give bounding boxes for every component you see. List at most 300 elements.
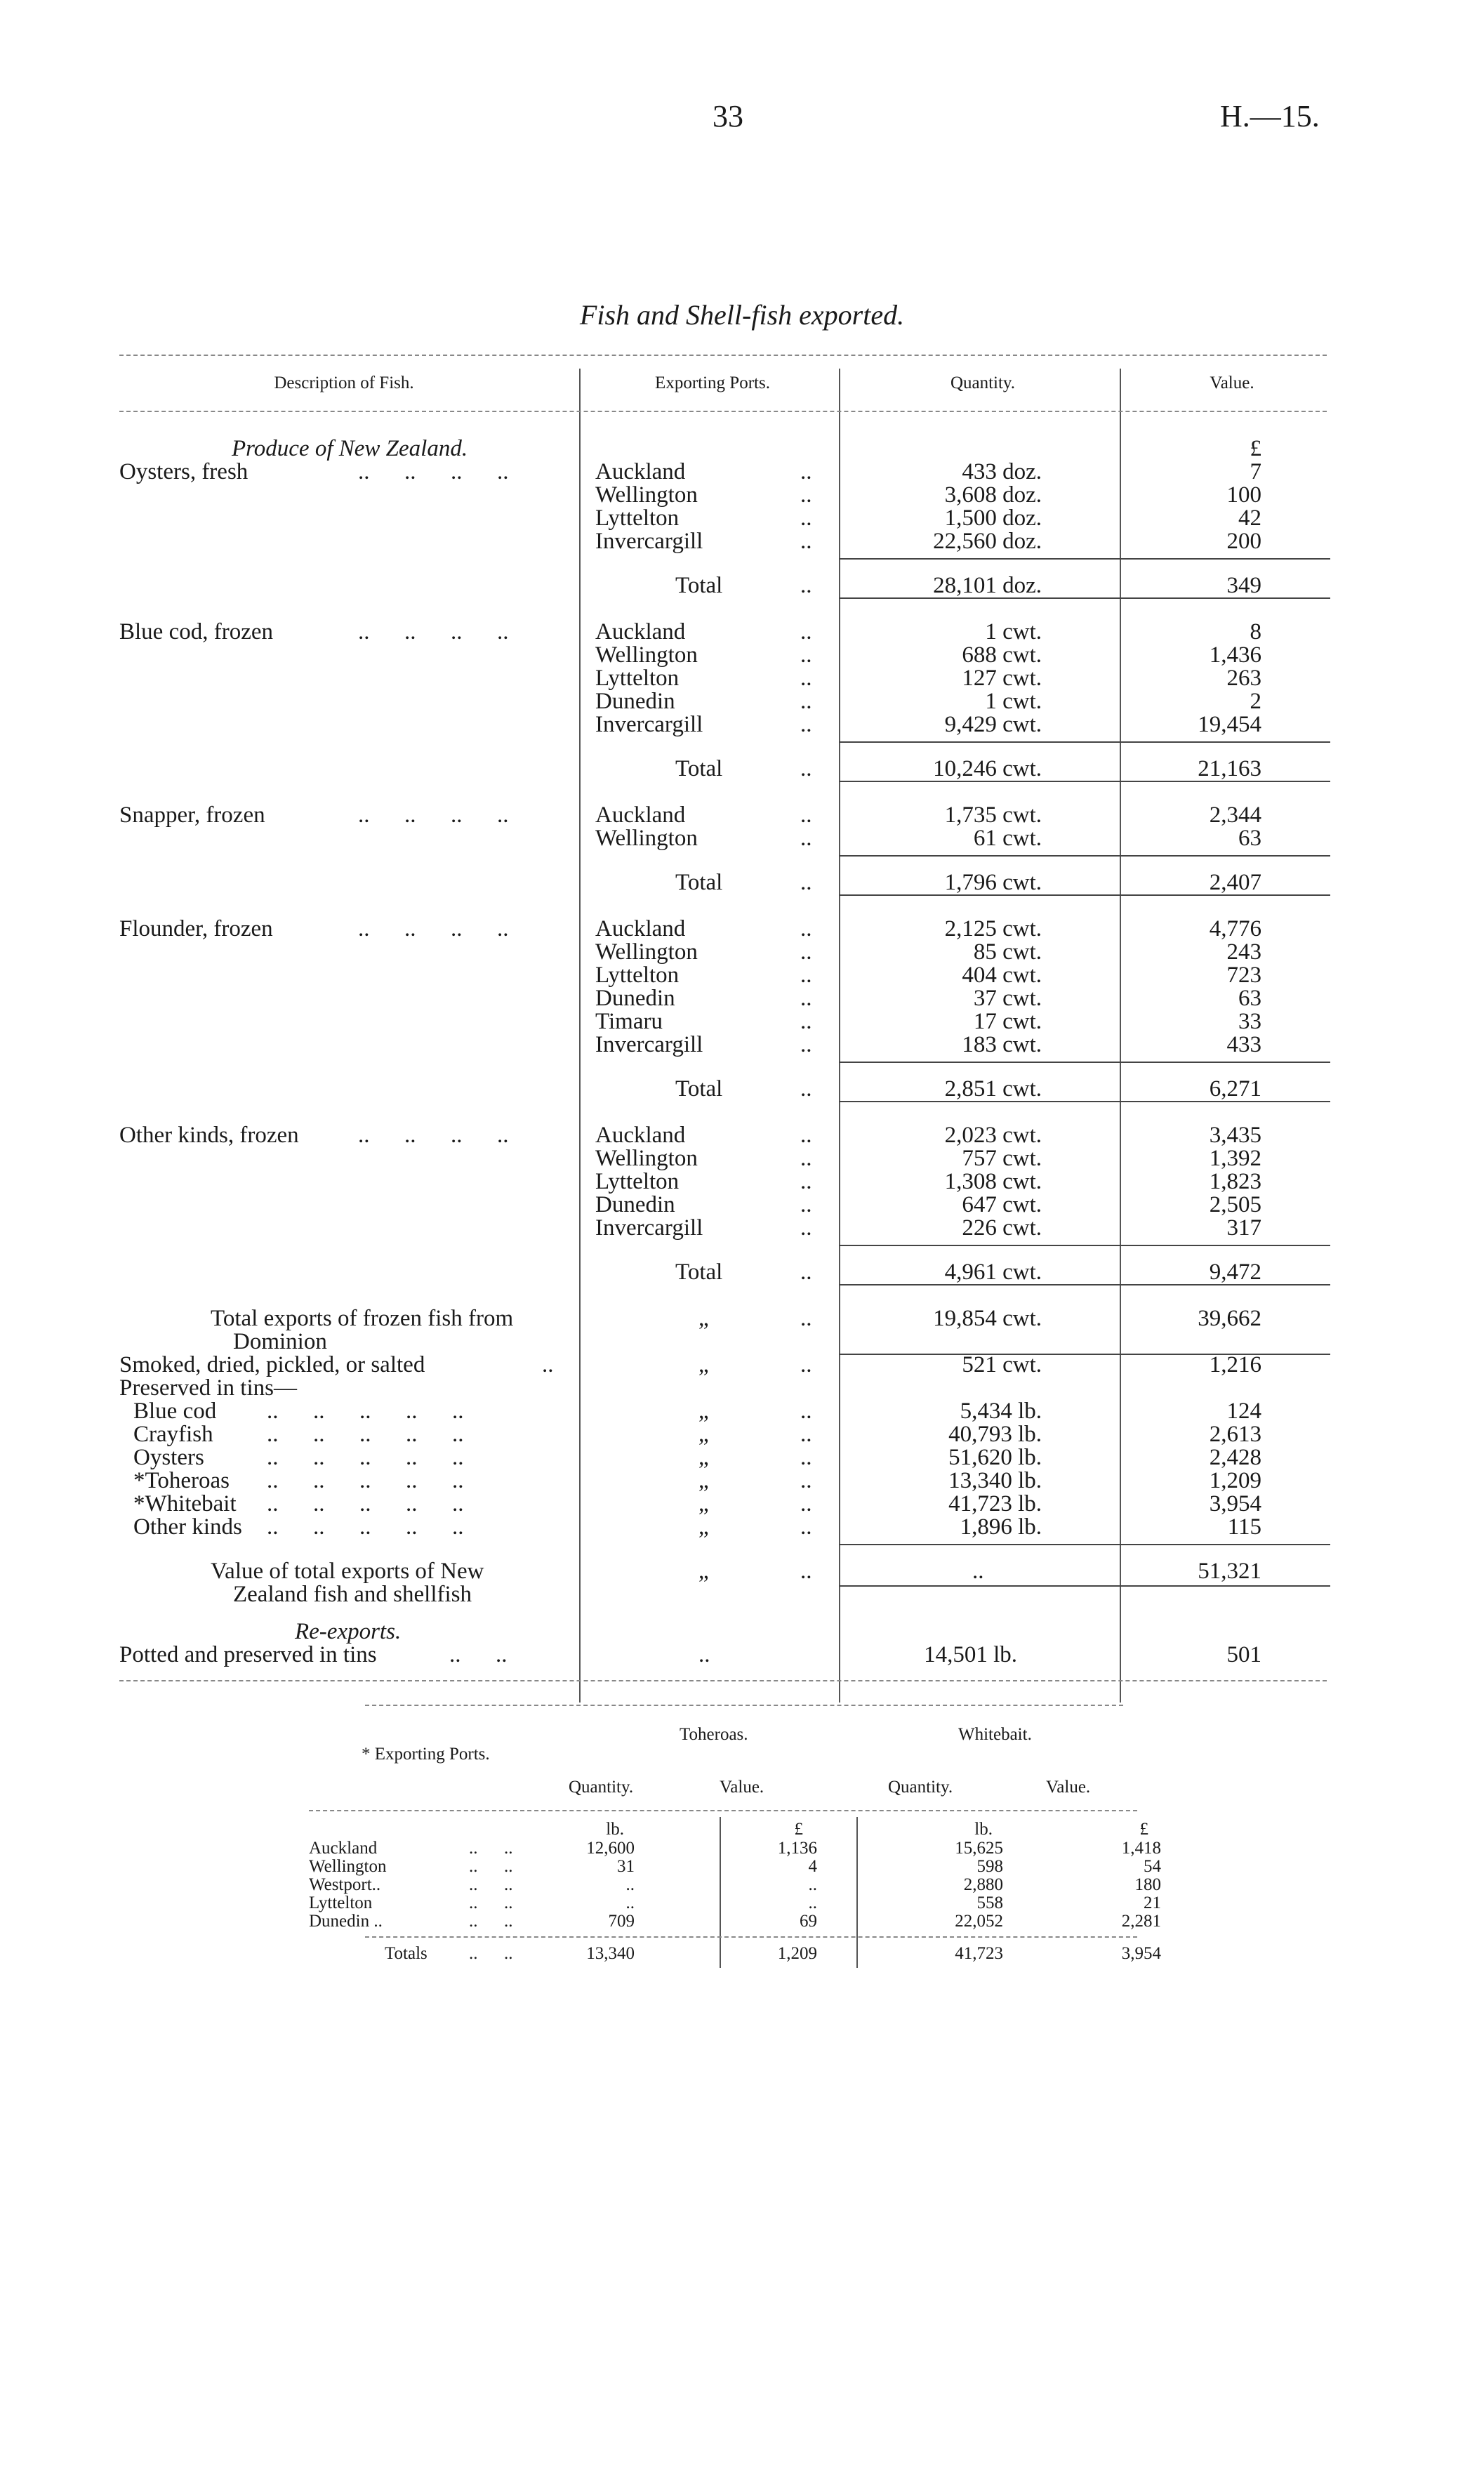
leader-dots: .. .. [469, 1944, 513, 1963]
subtotal-rule [839, 855, 1330, 857]
leader-dots: .. .. .. .. .. [267, 1422, 464, 1447]
value-cell: 2,344 [1209, 802, 1261, 828]
port-name: Wellington [595, 826, 698, 851]
reexports-value: 501 [1226, 1642, 1261, 1667]
footnote-total-cell: 41,723 [955, 1944, 1003, 1963]
footnote-port: Dunedin .. [309, 1912, 383, 1931]
leader-dots: .. [800, 712, 812, 737]
table-row [0, 940, 1484, 964]
fish-name: Other kinds, frozen [119, 1123, 299, 1148]
grand-total-quantity: .. [972, 1559, 984, 1584]
total-quantity: 1,796 cwt. [944, 870, 1042, 895]
leader-dots: .. [800, 1123, 812, 1148]
port-name: Auckland [595, 916, 686, 941]
value-cell: 7 [1250, 459, 1261, 484]
preserved-row [0, 1399, 1484, 1423]
quantity-cell: 1,735 cwt. [944, 802, 1042, 828]
ditto-mark: „ [698, 1514, 709, 1540]
leader-dots: .. [800, 1260, 812, 1285]
table-row [0, 1033, 1484, 1057]
value-cell: 317 [1226, 1215, 1261, 1241]
table-row [0, 689, 1484, 713]
leader-dots: .. [800, 1514, 812, 1540]
toheroas-quantity-heading: Quantity. [569, 1778, 634, 1797]
value-cell: 723 [1226, 963, 1261, 988]
total-row [0, 1260, 1484, 1284]
table-row [0, 1123, 1484, 1147]
total-value: 6,271 [1209, 1076, 1261, 1102]
port-name: Dunedin [595, 689, 675, 714]
port-name: Auckland [595, 619, 686, 644]
column-header-ports: Exporting Ports. [655, 373, 770, 392]
table-row [0, 803, 1484, 827]
footnote-cell: .. [808, 1893, 817, 1912]
lb-unit: lb. [974, 1820, 993, 1839]
table-row [0, 1216, 1484, 1240]
preserved-quantity: 40,793 lb. [948, 1422, 1042, 1447]
total-bottom-rule [839, 1284, 1330, 1285]
leader-dots: .. [800, 1032, 812, 1057]
table-row [0, 483, 1484, 507]
table-row [0, 666, 1484, 690]
preserved-quantity: 41,723 lb. [948, 1491, 1042, 1516]
footnote-top-rule [365, 1705, 1123, 1706]
leader-dots: .. .. [449, 1642, 508, 1667]
leader-dots: .. [800, 756, 812, 781]
leader-dots: .. [800, 1076, 812, 1102]
preserved-row [0, 1515, 1484, 1539]
table-row [0, 917, 1484, 941]
subtotal-rule [839, 558, 1330, 560]
footnote-cell: 1,136 [777, 1839, 817, 1858]
value-cell: 2 [1250, 689, 1261, 714]
value-cell: 63 [1238, 826, 1261, 851]
page-number: 33 [713, 99, 743, 133]
quantity-cell: 2,023 cwt. [944, 1123, 1042, 1148]
ditto-mark: „ [698, 1399, 709, 1424]
leader-dots: .. [800, 1445, 812, 1470]
quantity-cell: 757 cwt. [962, 1146, 1042, 1171]
leader-dots: .. .. [469, 1912, 513, 1931]
preserved-value: 3,954 [1209, 1491, 1261, 1516]
footnote-cell: 15,625 [955, 1839, 1003, 1858]
footnote-cell: 54 [1144, 1857, 1161, 1876]
ditto-mark: „ [698, 1306, 709, 1331]
leader-dots: .. [800, 689, 812, 714]
port-name: Auckland [595, 802, 686, 828]
leader-dots: .. .. [469, 1893, 513, 1912]
leader-dots: .. [800, 505, 812, 531]
preserved-heading-row [0, 1376, 1484, 1400]
ditto-mark: „ [698, 1468, 709, 1493]
quantity-cell: 9,429 cwt. [944, 712, 1042, 737]
preserved-quantity: 1,896 lb. [960, 1514, 1042, 1540]
port-name: Wellington [595, 482, 698, 508]
total-row [0, 574, 1484, 597]
footnote-cell: .. [625, 1875, 635, 1894]
footnote-cell: 598 [976, 1857, 1003, 1876]
value-cell: 19,454 [1198, 712, 1261, 737]
preserved-item-name: *Whitebait [133, 1491, 237, 1516]
footnote-port: Westport.. [309, 1875, 381, 1894]
leader-dots: .. .. .. .. .. [267, 1445, 464, 1470]
whitebait-heading: Whitebait. [958, 1725, 1032, 1744]
value-cell: 200 [1226, 529, 1261, 554]
reexports-row [0, 1643, 1484, 1667]
quantity-cell: 17 cwt. [973, 1009, 1042, 1034]
leader-dots: .. [800, 619, 812, 644]
leader-dots: .. [800, 1352, 812, 1377]
table-row [0, 986, 1484, 1010]
preserved-value: 2,613 [1209, 1422, 1261, 1447]
fish-name: Blue cod, frozen [119, 619, 273, 644]
leader-dots: .. .. .. .. .. [267, 1468, 464, 1493]
grand-total-value: 51,321 [1198, 1559, 1261, 1584]
footnote-cell: 21 [1144, 1893, 1161, 1912]
table-row [0, 1170, 1484, 1194]
footnote-row [0, 1912, 1484, 1931]
leader-dots: .. .. [469, 1857, 513, 1876]
value-cell: 433 [1226, 1032, 1261, 1057]
leader-dots: .. [800, 963, 812, 988]
leader-dots: .. [800, 1192, 812, 1217]
smoked-value: 1,216 [1209, 1352, 1261, 1377]
preserved-value: 1,209 [1209, 1468, 1261, 1493]
footnote-cell: 558 [976, 1893, 1003, 1912]
leader-dots: .. .. .. .. [358, 916, 509, 941]
leader-dots: .. [800, 1215, 812, 1241]
leader-dots: .. [800, 1169, 812, 1194]
table-row [0, 826, 1484, 850]
grand-total-label: Value of total exports of New [211, 1559, 484, 1584]
leader-dots: .. .. [469, 1839, 513, 1858]
footnote-total-cell: 3,954 [1121, 1944, 1161, 1963]
footnote-port: Lyttelton [309, 1893, 373, 1912]
value-cell: 8 [1250, 619, 1261, 644]
leader-dots: .. [800, 916, 812, 941]
preserved-heading: Preserved in tins— [119, 1375, 297, 1401]
port-name: Invercargill [595, 712, 703, 737]
total-frozen-row-cont [0, 1330, 1484, 1354]
pound-unit: £ [794, 1820, 803, 1839]
port-name: Wellington [595, 939, 698, 965]
table-row [0, 643, 1484, 667]
grand-total-rule [839, 1585, 1330, 1587]
footnote-cell: 180 [1134, 1875, 1161, 1894]
port-name: Invercargill [595, 1215, 703, 1241]
leader-dots: .. .. .. .. [358, 619, 509, 644]
preserved-row [0, 1469, 1484, 1493]
preserved-item-name: Crayfish [133, 1422, 213, 1447]
reexports-label: Potted and preserved in tins [119, 1642, 377, 1667]
value-cell: 63 [1238, 986, 1261, 1011]
table-row [0, 529, 1484, 553]
footnote-cell: 31 [617, 1857, 635, 1876]
port-name: Auckland [595, 1123, 686, 1148]
quantity-cell: 37 cwt. [973, 986, 1042, 1011]
header-top-rule [119, 355, 1327, 356]
leader-dots: .. [800, 1491, 812, 1516]
leader-dots: .. [800, 642, 812, 668]
total-label: Total [675, 1260, 723, 1285]
table-bottom-rule [119, 1680, 1327, 1681]
total-row [0, 871, 1484, 894]
total-value: 349 [1226, 573, 1261, 598]
quantity-cell: 647 cwt. [962, 1192, 1042, 1217]
leader-dots: .. .. [469, 1875, 513, 1894]
total-quantity: 10,246 cwt. [933, 756, 1042, 781]
total-value: 21,163 [1198, 756, 1261, 781]
subtotal-rule [839, 1245, 1330, 1246]
quantity-cell: 1,308 cwt. [944, 1169, 1042, 1194]
total-quantity: 28,101 doz. [933, 573, 1042, 598]
value-cell: 3,435 [1209, 1123, 1261, 1148]
preserved-item-name: *Toheroas [133, 1468, 230, 1493]
preserved-value: 115 [1227, 1514, 1261, 1540]
produce-heading: Produce of New Zealand. [232, 436, 468, 461]
table-row [0, 1146, 1484, 1170]
footnote-cell: .. [808, 1875, 817, 1894]
value-cell: 1,392 [1209, 1146, 1261, 1171]
whitebait-quantity-heading: Quantity. [888, 1778, 953, 1797]
footnote-totals-row [0, 1945, 1484, 1963]
total-frozen-label: Total exports of frozen fish from [211, 1306, 514, 1331]
footnote-row [0, 1894, 1484, 1912]
leader-dots: .. [800, 1399, 812, 1424]
quantity-cell: 433 doz. [962, 459, 1042, 484]
preserved-row [0, 1446, 1484, 1469]
port-name: Invercargill [595, 529, 703, 554]
fish-name: Flounder, frozen [119, 916, 273, 941]
leader-dots: .. [800, 1559, 812, 1584]
port-name: Lyttelton [595, 666, 680, 691]
total-frozen-value: 39,662 [1198, 1306, 1261, 1331]
port-name: Auckland [595, 459, 686, 484]
total-label: Total [675, 870, 723, 895]
leader-dots: .. [800, 482, 812, 508]
quantity-cell: 404 cwt. [962, 963, 1042, 988]
table-row [0, 1010, 1484, 1033]
leader-dots: .. [800, 1422, 812, 1447]
footnote-total-cell: 1,209 [777, 1944, 817, 1963]
total-quantity: 2,851 cwt. [944, 1076, 1042, 1102]
quantity-cell: 1 cwt. [985, 619, 1042, 644]
quantity-cell: 22,560 doz. [933, 529, 1042, 554]
table-row [0, 460, 1484, 484]
port-name: Lyttelton [595, 505, 680, 531]
quantity-cell: 183 cwt. [962, 1032, 1042, 1057]
pound-sign: £ [1250, 436, 1261, 461]
quantity-cell: 1 cwt. [985, 689, 1042, 714]
preserved-rule [839, 1544, 1330, 1545]
lb-unit: lb. [606, 1820, 624, 1839]
produce-heading-row [0, 437, 1484, 461]
grand-total-label-2: Zealand fish and shellfish [233, 1582, 472, 1607]
value-cell: 100 [1226, 482, 1261, 508]
leader-dots: .. [800, 529, 812, 554]
footnote-cell: 2,281 [1121, 1912, 1161, 1931]
quantity-cell: 688 cwt. [962, 642, 1042, 668]
value-cell: 33 [1238, 1009, 1261, 1034]
leader-dots: .. [542, 1352, 554, 1377]
total-row [0, 1077, 1484, 1101]
preserved-row [0, 1492, 1484, 1516]
footnote-cell: 4 [808, 1857, 817, 1876]
quantity-cell: 127 cwt. [962, 666, 1042, 691]
smoked-quantity: 521 cwt. [962, 1352, 1042, 1377]
smoked-label: Smoked, dried, pickled, or salted [119, 1352, 425, 1377]
preserved-quantity: 13,340 lb. [948, 1468, 1042, 1493]
total-row [0, 757, 1484, 781]
leader-dots: .. [800, 802, 812, 828]
footnote-cell: 709 [608, 1912, 635, 1931]
footnote-row [0, 1839, 1484, 1858]
footnote-port: Auckland [309, 1839, 378, 1858]
footnote-totals-rule [365, 1936, 1137, 1938]
leader-dots: .. [800, 939, 812, 965]
smoked-row [0, 1353, 1484, 1377]
footnote-row [0, 1876, 1484, 1894]
pound-unit: £ [1139, 1820, 1148, 1839]
reexports-port: .. [698, 1642, 710, 1667]
table-row [0, 713, 1484, 736]
leader-dots: .. [800, 1468, 812, 1493]
column-header-description: Description of Fish. [274, 373, 414, 392]
total-value: 9,472 [1209, 1260, 1261, 1285]
preserved-quantity: 51,620 lb. [948, 1445, 1042, 1470]
footnote-caption: * Exporting Ports. [362, 1745, 490, 1764]
preserved-value: 2,428 [1209, 1445, 1261, 1470]
total-value: 2,407 [1209, 870, 1261, 895]
table-row [0, 963, 1484, 987]
ditto-mark: „ [698, 1422, 709, 1447]
footnote-port: Wellington [309, 1857, 387, 1876]
footnote-header-rule [309, 1810, 1137, 1811]
fish-name: Oysters, fresh [119, 459, 249, 484]
quantity-cell: 3,608 doz. [944, 482, 1042, 508]
leader-dots: .. .. .. .. [358, 459, 509, 484]
table-row [0, 620, 1484, 644]
quantity-cell: 1,500 doz. [944, 505, 1042, 531]
total-frozen-row [0, 1307, 1484, 1330]
value-cell: 263 [1226, 666, 1261, 691]
total-bottom-rule [839, 781, 1330, 782]
preserved-item-name: Other kinds [133, 1514, 242, 1540]
footnote-total-cell: 13,340 [586, 1944, 635, 1963]
footnote-row [0, 1858, 1484, 1876]
ditto-mark: „ [698, 1445, 709, 1470]
value-cell: 2,505 [1209, 1192, 1261, 1217]
port-name: Wellington [595, 1146, 698, 1171]
preserved-value: 124 [1226, 1399, 1261, 1424]
leader-dots: .. [800, 826, 812, 851]
value-cell: 243 [1226, 939, 1261, 965]
total-bottom-rule [839, 597, 1330, 599]
port-name: Lyttelton [595, 1169, 680, 1194]
leader-dots: .. [800, 870, 812, 895]
value-cell: 42 [1238, 505, 1261, 531]
footnote-cell: 1,418 [1121, 1839, 1161, 1858]
leader-dots: .. .. .. .. .. [267, 1399, 464, 1424]
table-title: Fish and Shell-fish exported. [579, 299, 905, 331]
preserved-row [0, 1422, 1484, 1446]
leader-dots: .. [800, 1306, 812, 1331]
port-name: Dunedin [595, 1192, 675, 1217]
total-frozen-label-2: Dominion [233, 1329, 327, 1354]
ditto-mark: „ [698, 1559, 709, 1584]
leader-dots: .. [800, 1146, 812, 1171]
port-name: Invercargill [595, 1032, 703, 1057]
total-label: Total [675, 756, 723, 781]
reexports-heading: Re-exports. [295, 1619, 402, 1644]
header-bottom-rule [119, 411, 1327, 412]
quantity-cell: 61 cwt. [973, 826, 1042, 851]
leader-dots: .. [800, 1009, 812, 1034]
whitebait-value-heading: Value. [1046, 1778, 1091, 1797]
grand-total-row [0, 1559, 1484, 1583]
quantity-cell: 226 cwt. [962, 1215, 1042, 1241]
port-name: Dunedin [595, 986, 675, 1011]
value-cell: 1,823 [1209, 1169, 1261, 1194]
port-name: Wellington [595, 642, 698, 668]
ditto-mark: „ [698, 1491, 709, 1516]
column-header-value: Value. [1210, 373, 1254, 392]
value-cell: 4,776 [1209, 916, 1261, 941]
total-quantity: 4,961 cwt. [944, 1260, 1042, 1285]
subtotal-rule [839, 1062, 1330, 1063]
leader-dots: .. [800, 666, 812, 691]
port-name: Timaru [595, 1009, 663, 1034]
reexports-heading-row [0, 1620, 1484, 1644]
total-bottom-rule [839, 894, 1330, 896]
total-label: Total [675, 1076, 723, 1102]
leader-dots: .. .. .. .. [358, 802, 509, 828]
footnote-totals-label: Totals [385, 1944, 428, 1963]
total-label: Total [675, 573, 723, 598]
value-cell: 1,436 [1209, 642, 1261, 668]
toheroas-value-heading: Value. [720, 1778, 764, 1797]
subtotal-rule [839, 741, 1330, 743]
quantity-cell: 85 cwt. [973, 939, 1042, 965]
leader-dots: .. [800, 986, 812, 1011]
quantity-cell: 2,125 cwt. [944, 916, 1042, 941]
table-row [0, 1193, 1484, 1217]
preserved-item-name: Oysters [133, 1445, 204, 1470]
footnote-cell: 12,600 [586, 1839, 635, 1858]
footnote-cell: 69 [800, 1912, 817, 1931]
column-header-quantity: Quantity. [950, 373, 1016, 392]
leader-dots: .. [800, 459, 812, 484]
leader-dots: .. [800, 573, 812, 598]
leader-dots: .. .. .. .. .. [267, 1491, 464, 1516]
total-bottom-rule [839, 1101, 1330, 1102]
leader-dots: .. .. .. .. .. [267, 1514, 464, 1540]
footnote-cell: 22,052 [955, 1912, 1003, 1931]
toheroas-heading: Toheroas. [680, 1725, 748, 1744]
port-name: Lyttelton [595, 963, 680, 988]
leader-dots: .. .. .. .. [358, 1123, 509, 1148]
fish-name: Snapper, frozen [119, 802, 265, 828]
ditto-mark: „ [698, 1352, 709, 1377]
report-code: H.—15. [1220, 99, 1320, 133]
table-row [0, 506, 1484, 530]
preserved-item-name: Blue cod [133, 1399, 217, 1424]
footnote-cell: .. [625, 1893, 635, 1912]
preserved-quantity: 5,434 lb. [960, 1399, 1042, 1424]
footnote-cell: 2,880 [963, 1875, 1003, 1894]
reexports-quantity: 14,501 lb. [924, 1642, 1017, 1667]
total-frozen-quantity: 19,854 cwt. [933, 1306, 1042, 1331]
